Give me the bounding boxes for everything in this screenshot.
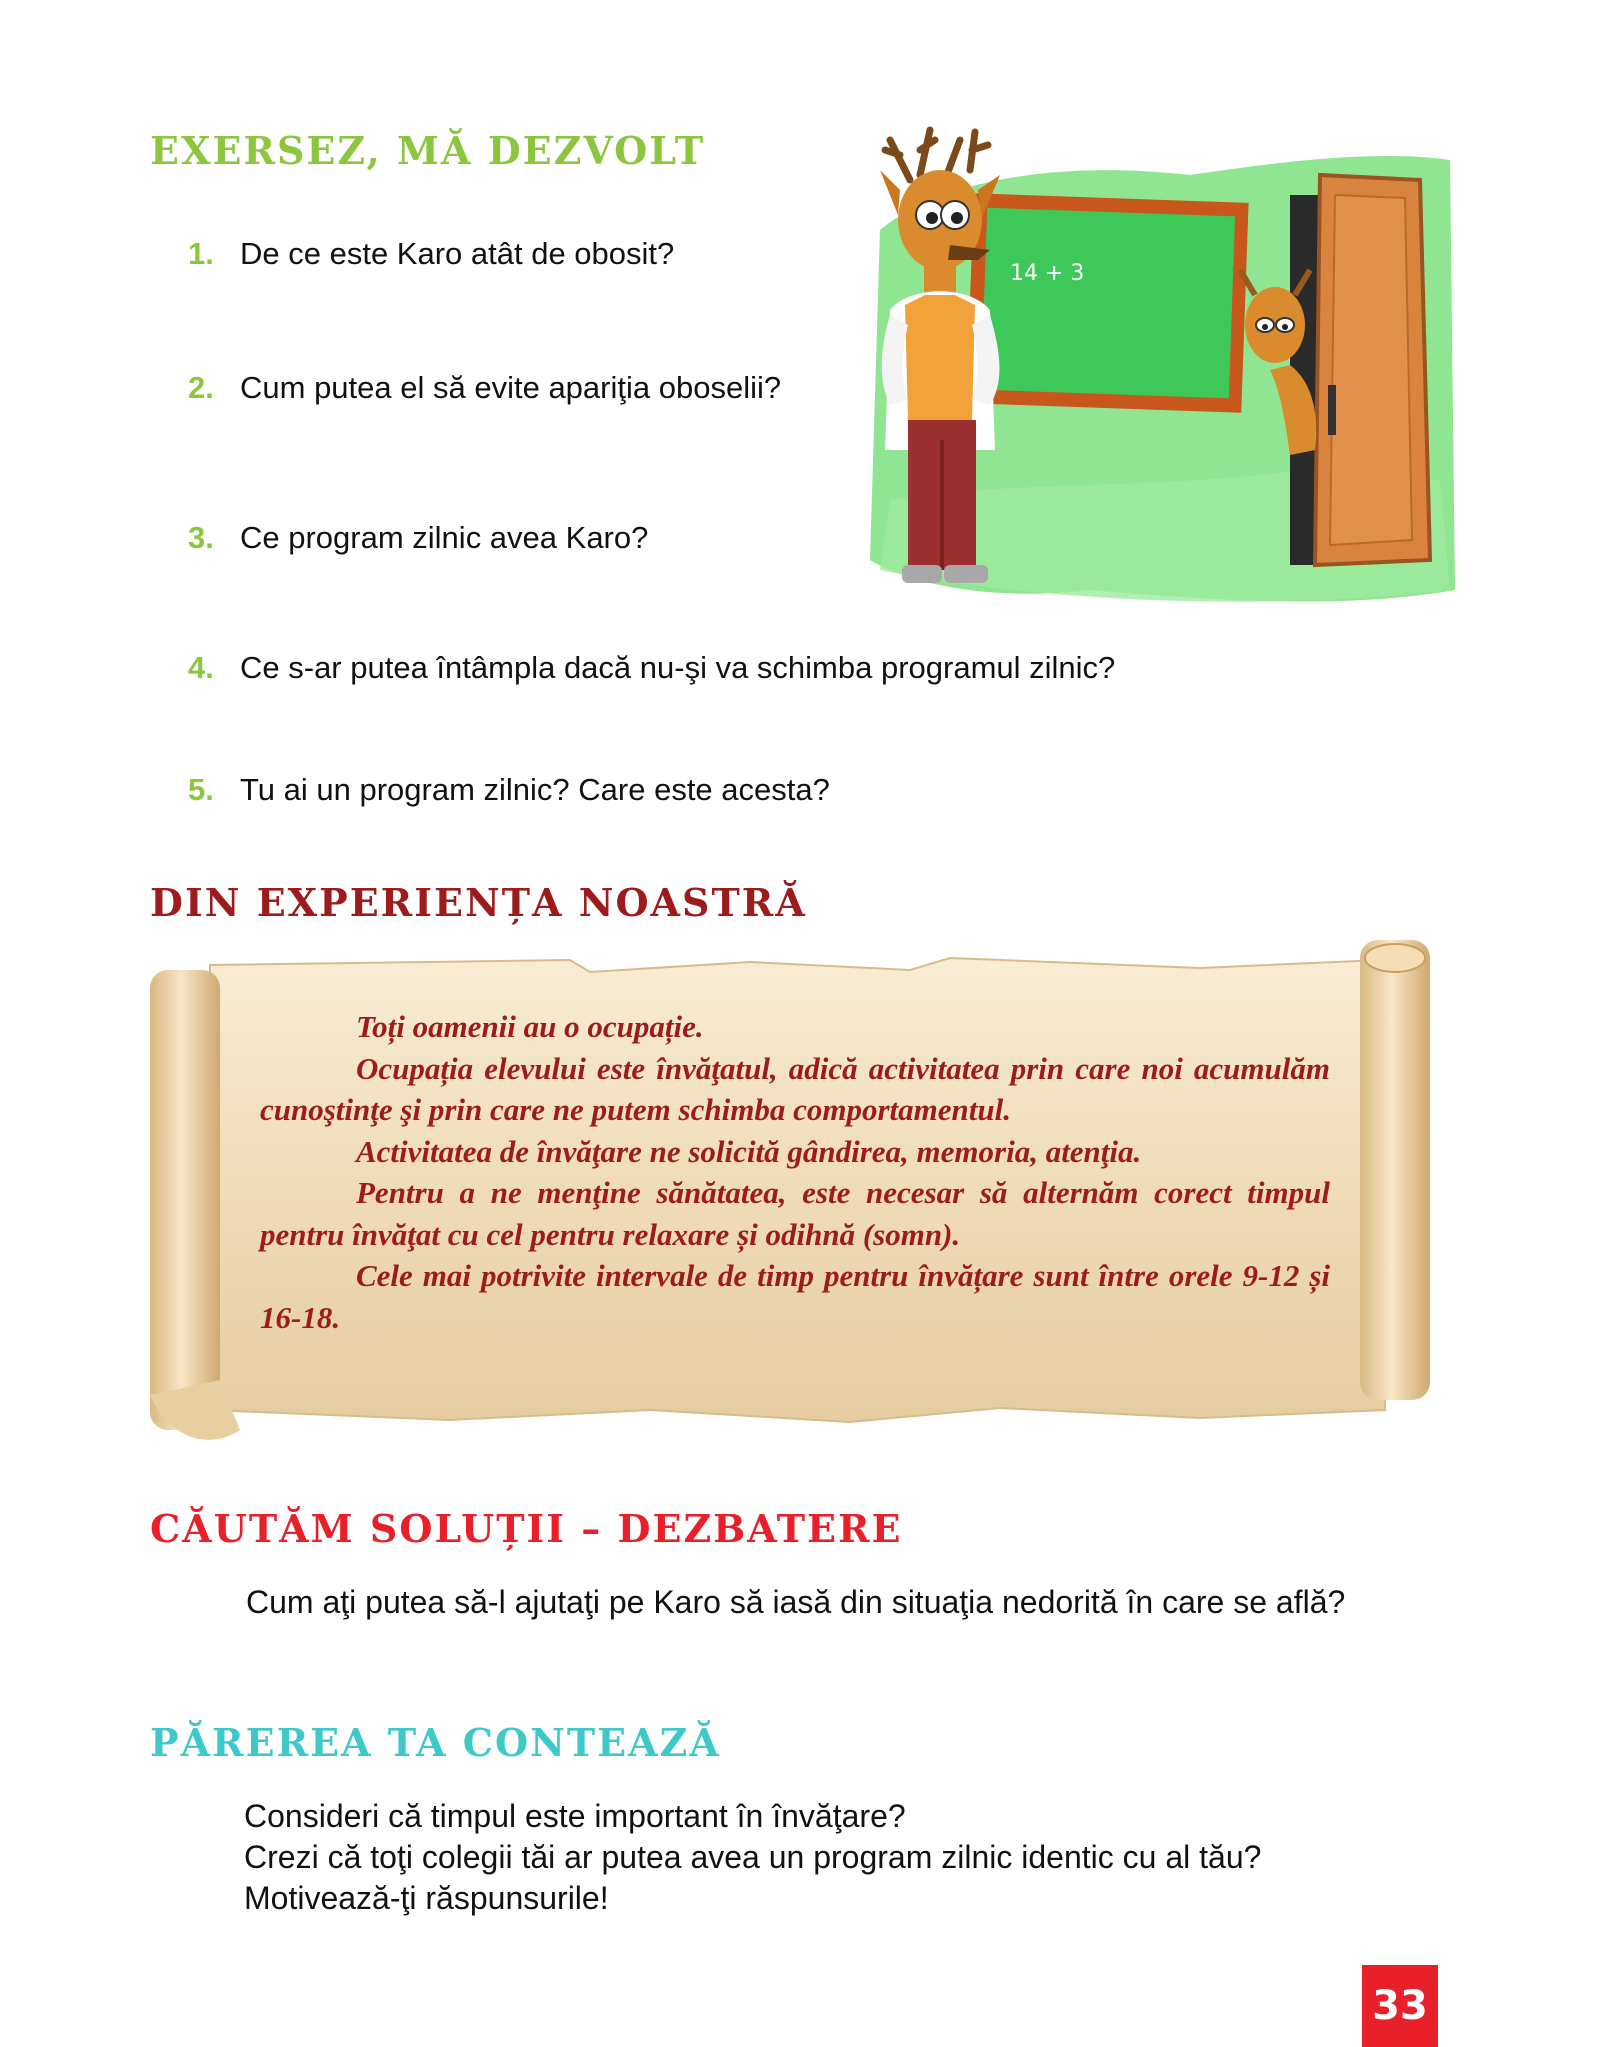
section-title-din-experienta: DIN EXPERIENȚA NOASTRĂ xyxy=(150,880,807,925)
section-title-exersez: EXERSEZ, MĂ DEZVOLT xyxy=(150,128,706,173)
scroll-paragraph: Pentru a ne menţine sănătatea, este necesar să alternăm corect timpul pentru învăţat cu cel pentru relaxare și odihnă (somn). xyxy=(260,1175,1330,1252)
question-item xyxy=(188,236,674,272)
scroll-paragraph: Toți oamenii au o ocupație. xyxy=(356,1009,704,1044)
scroll-text xyxy=(260,1006,1330,1338)
chalkboard-text: 14 + 3 xyxy=(1010,261,1085,286)
question-text: Ce program zilnic avea Karo? xyxy=(240,520,649,555)
opinion-line: Crezi că toţi colegii tăi ar putea avea un program zilnic identic cu al tău? xyxy=(244,1839,1262,1875)
question-number: 3. xyxy=(188,520,214,555)
question-number: 5. xyxy=(188,772,214,807)
question-text: Ce s-ar putea întâmpla dacă nu-şi va schimba programul zilnic? xyxy=(240,650,1116,685)
section-title-parerea-ta: PĂREREA TA CONTEAZĂ xyxy=(150,1720,721,1765)
question-item xyxy=(188,370,781,406)
opinion-line: Motivează-ţi răspunsurile! xyxy=(244,1880,609,1916)
question-number: 4. xyxy=(188,650,214,685)
scroll-paragraph: Activitatea de învăţare ne solicită gândirea, memoria, atenţia. xyxy=(356,1133,1142,1169)
scroll-paragraph: Cele mai potrivite intervale de timp pentru învățare sunt între orele 9-12 și 16-18. xyxy=(260,1258,1330,1335)
scroll-paragraph: Ocupația elevului este învăţatul, adică activitatea prin care noi acumulăm cunoştinţe şi prin care ne putem schimba comportamentul. xyxy=(260,1050,1330,1127)
page-number-badge: 33 xyxy=(1362,1965,1438,2047)
question-text: Tu ai un program zilnic? Care este acesta? xyxy=(240,772,830,807)
question-text: De ce este Karo atât de obosit? xyxy=(240,236,675,271)
parchment-scroll xyxy=(150,940,1440,1450)
question-text: Cum putea el să evite apariţia oboselii? xyxy=(240,370,782,405)
question-number: 1. xyxy=(188,236,214,271)
opinion-line: Consideri că timpul este important în învăţare? xyxy=(244,1798,906,1834)
opinion-questions xyxy=(244,1796,1444,1919)
question-item xyxy=(188,650,1115,686)
question-item xyxy=(188,772,830,808)
classroom-illustration xyxy=(860,120,1460,620)
section-title-cautam-solutii: CĂUTĂM SOLUȚII – DEZBATERE xyxy=(150,1506,903,1551)
question-item xyxy=(188,520,648,556)
debate-question: Cum aţi putea să-l ajutaţi pe Karo să iasă din situaţia nedorită în care se află? xyxy=(246,1584,1346,1620)
question-number: 2. xyxy=(188,370,214,405)
